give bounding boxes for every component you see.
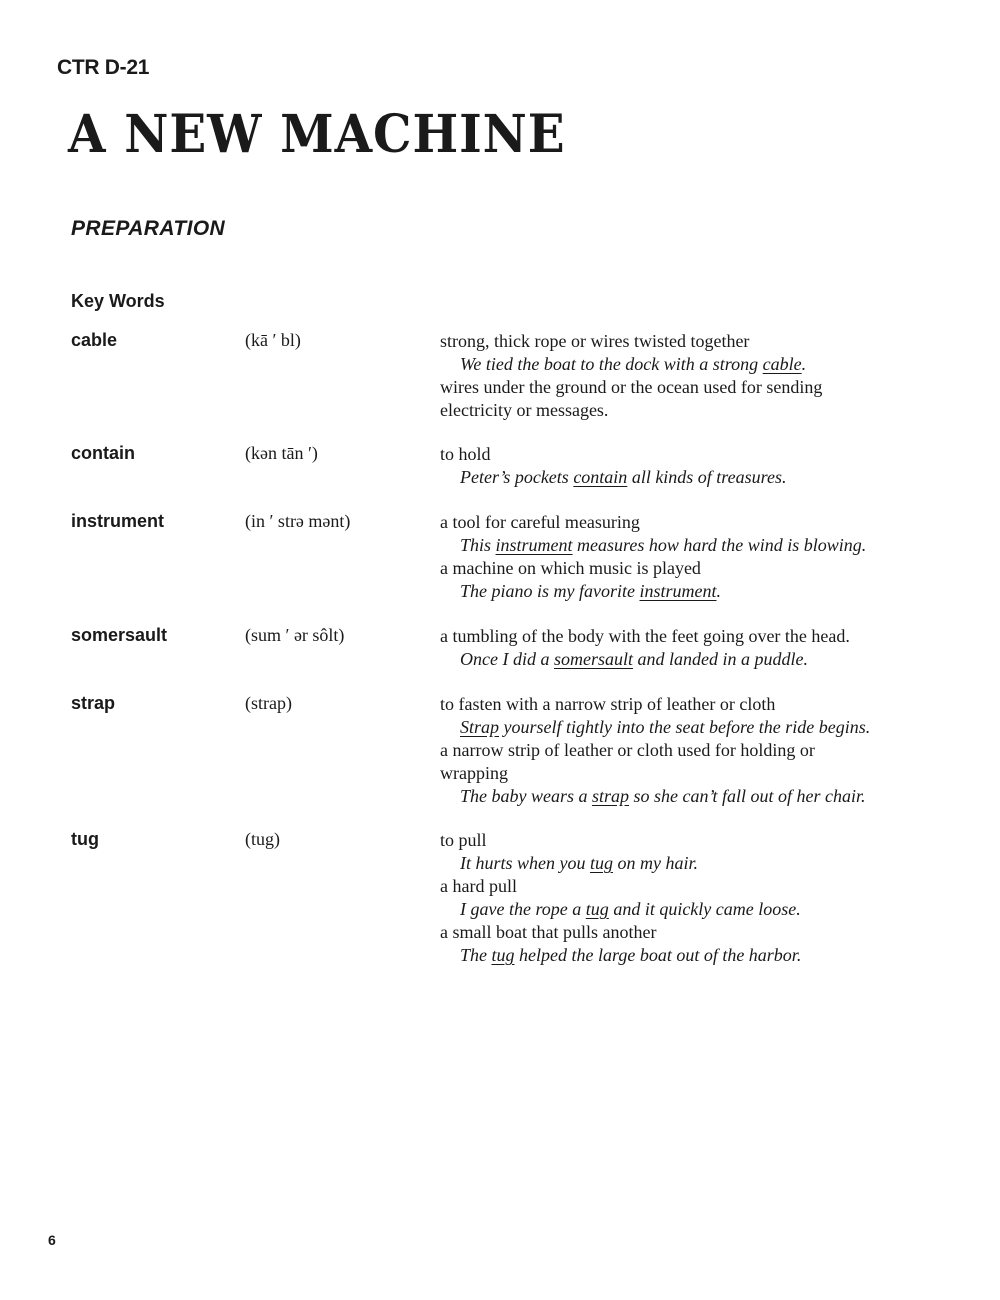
example-sentence (440, 648, 915, 671)
underlined-key-word: tug (590, 853, 614, 873)
document-code: CTR D-21 (57, 56, 150, 79)
section-heading: PREPARATION (71, 217, 226, 240)
definition-line: wrapping (440, 763, 508, 783)
underlined-key-word: instrument (639, 581, 717, 601)
example-text: The (460, 945, 492, 965)
vocab-word: tug (71, 829, 99, 849)
definition-line: wires under the ground or the ocean used for sending (440, 377, 823, 397)
example-sentence (440, 353, 915, 376)
example-text: yourself tightly into the seat before the ride begins. (499, 717, 871, 737)
page-title: A NEW MACHINE (68, 104, 566, 165)
key-words-heading: Key Words (71, 291, 165, 311)
underlined-key-word: cable (762, 354, 802, 374)
example-sentence (440, 898, 915, 921)
pronunciation: (kən tān ′) (245, 443, 318, 463)
definition-line: a hard pull (440, 876, 517, 896)
underlined-key-word: contain (573, 467, 628, 487)
example-text: so she can’t fall out of her chair. (629, 786, 866, 806)
definitions (440, 625, 915, 671)
definition-line: to fasten with a narrow strip of leather or cloth (440, 694, 776, 714)
example-text: The baby wears a (460, 786, 592, 806)
definition-line: a tumbling of the body with the feet going over the head. (440, 626, 850, 646)
underlined-key-word: Strap (460, 717, 500, 737)
pronunciation: (sum ′ ər sôlt) (245, 625, 345, 645)
definition-line: a tool for careful measuring (440, 512, 640, 532)
definitions (440, 330, 915, 422)
underlined-key-word: instrument (495, 535, 573, 555)
example-text: I gave the rope a (460, 899, 586, 919)
vocab-word: strap (71, 693, 116, 713)
example-text: all kinds of treasures. (627, 467, 787, 487)
example-text: The piano is my favorite (460, 581, 640, 601)
pronunciation: (strap) (245, 693, 292, 713)
example-text: Once I did a (460, 649, 554, 669)
pronunciation: (kā ′ bl) (245, 330, 301, 350)
example-text: . (801, 354, 807, 374)
example-text: measures how hard the wind is blowing. (572, 535, 867, 555)
vocab-word: contain (71, 443, 136, 463)
definition-line: a machine on which music is played (440, 558, 701, 578)
example-sentence (440, 534, 915, 557)
vocab-word: instrument (71, 511, 165, 531)
example-sentence (440, 466, 915, 489)
example-sentence (440, 716, 915, 739)
example-text: on my hair. (613, 853, 699, 873)
vocab-word: cable (71, 330, 118, 350)
page-number: 6 (48, 1232, 56, 1248)
vocab-word: somersault (71, 625, 168, 645)
example-sentence (440, 580, 915, 603)
underlined-key-word: tug (585, 899, 609, 919)
example-sentence (440, 785, 915, 808)
definitions (440, 829, 915, 967)
definition-line: to hold (440, 444, 491, 464)
underlined-key-word: tug (491, 945, 515, 965)
example-text: and it quickly came loose. (608, 899, 801, 919)
definitions (440, 511, 915, 603)
definition-line: a small boat that pulls another (440, 922, 657, 942)
example-text: This (460, 535, 496, 555)
definitions (440, 443, 915, 489)
example-sentence (440, 944, 915, 967)
example-sentence (440, 852, 915, 875)
definition-line: strong, thick rope or wires twisted together (440, 331, 750, 351)
pronunciation: (tug) (245, 829, 280, 849)
example-text: helped the large boat out of the harbor. (514, 945, 802, 965)
underlined-key-word: somersault (553, 649, 633, 669)
example-text: and landed in a puddle. (633, 649, 808, 669)
definition-line: electricity or messages. (440, 400, 609, 420)
definition-line: to pull (440, 830, 487, 850)
example-text: . (716, 581, 721, 601)
definitions (440, 693, 915, 808)
underlined-key-word: strap (592, 786, 630, 806)
example-text: We tied the boat to the dock with a strong (460, 354, 763, 374)
example-text: Peter’s pockets (460, 467, 574, 487)
definition-line: a narrow strip of leather or cloth used for holding or (440, 740, 815, 760)
pronunciation: (in ′ strə mənt) (245, 511, 351, 531)
example-text: It hurts when you (460, 853, 590, 873)
